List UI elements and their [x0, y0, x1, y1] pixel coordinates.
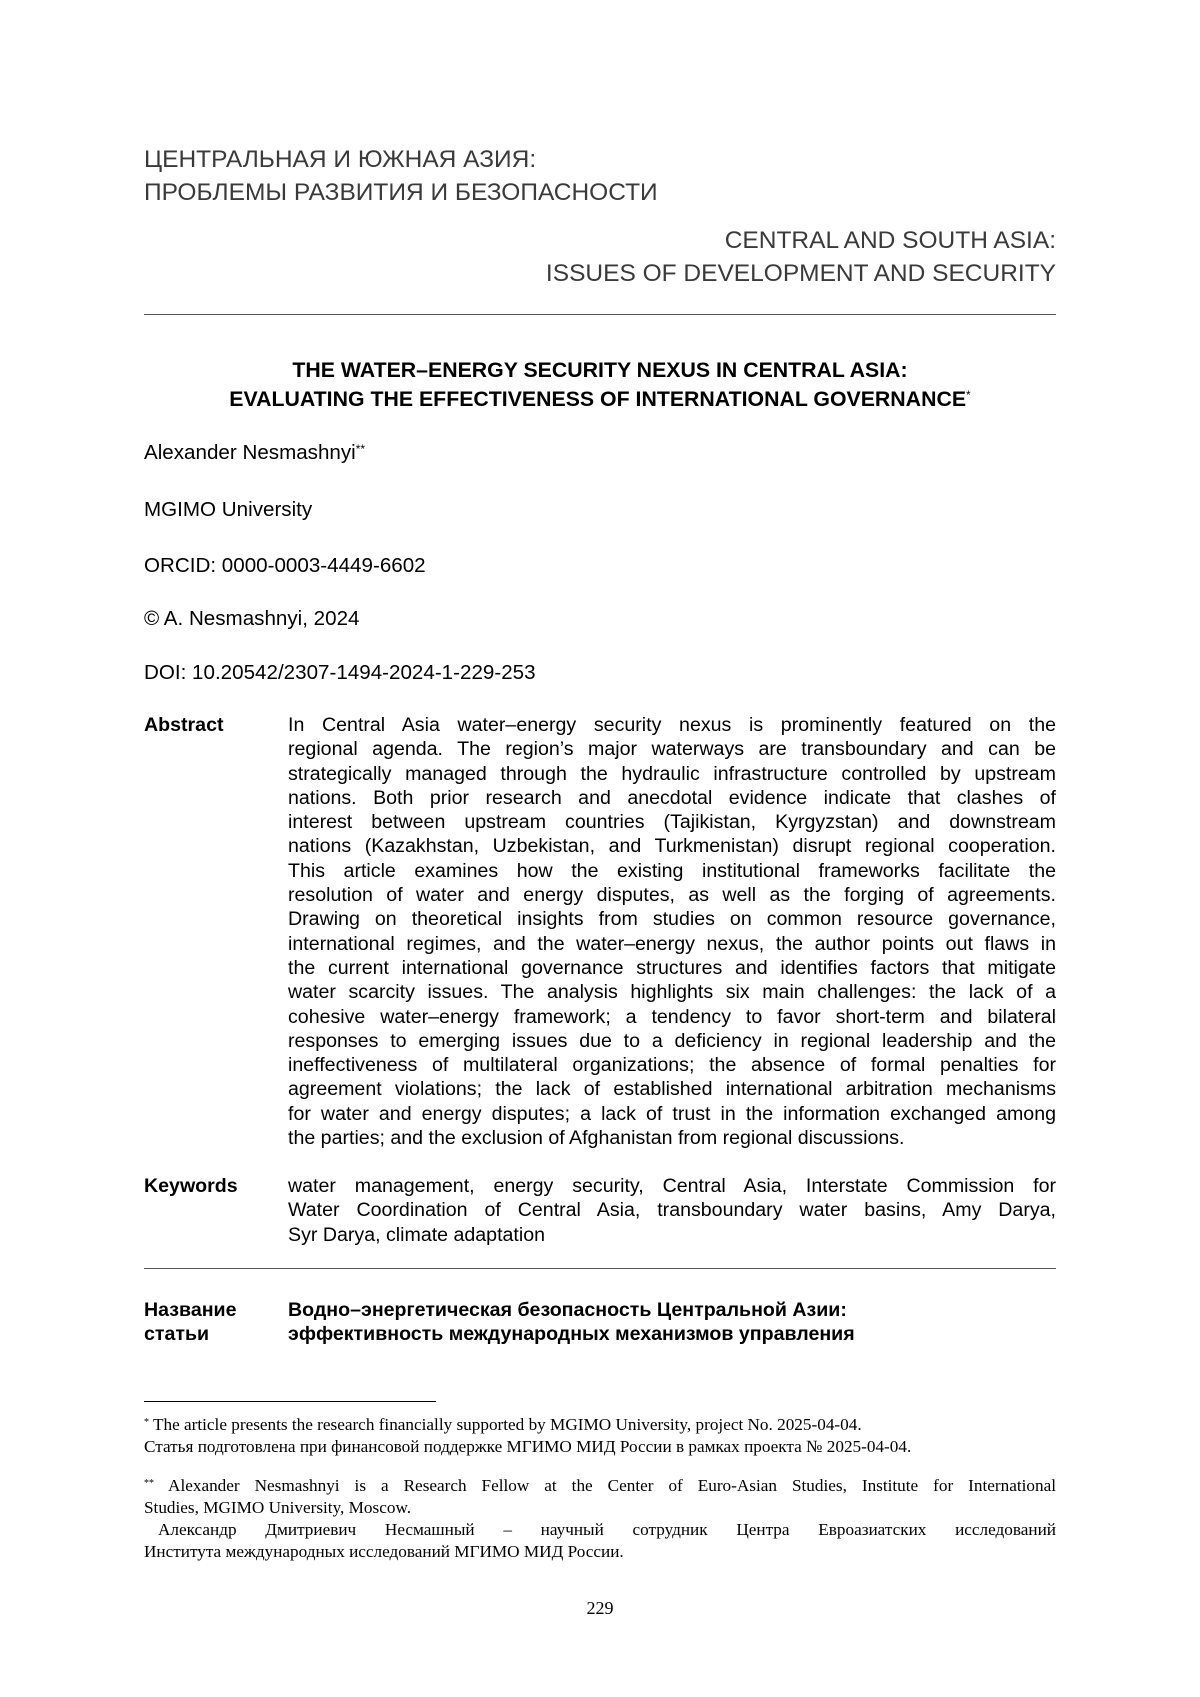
abstract-line: agreement violations; the lack of established international arbitration mechanisms	[288, 1078, 1056, 1101]
orcid[interactable]: ORCID: 0000-0003-4449-6602	[144, 554, 426, 577]
ru-title-label-line: Название	[144, 1299, 237, 1321]
journal-name-ru	[144, 143, 1064, 209]
article-title-text: EVALUATING THE EFFECTIVENESS OF INTERNATIONAL GOVERNANCE	[229, 387, 967, 411]
footnote-1	[144, 1414, 1056, 1458]
journal-name-en	[136, 224, 1056, 290]
abstract-line: the parties; and the exclusion of Afghanistan from regional discussions.	[288, 1127, 905, 1150]
footnote-2-ru-line: Александр Дмитриевич Несмашный – научный сотрудник Центра Евроазиатских исследований	[158, 1520, 1056, 1539]
keywords-line: water management, energy security, Central Asia, Interstate Commission for	[288, 1175, 1056, 1197]
journal-name-ru-line: ПРОБЛЕМЫ РАЗВИТИЯ И БЕЗОПАСНОСТИ	[144, 179, 658, 206]
ru-title-label	[144, 1298, 237, 1347]
journal-name-en-line: ISSUES OF DEVELOPMENT AND SECURITY	[545, 260, 1056, 287]
keywords-body	[288, 1174, 1056, 1247]
footnote-2-en-line: Studies, MGIMO University, Moscow.	[144, 1498, 412, 1517]
author-name: Alexander Nesmashnyi	[144, 441, 356, 464]
abstract-line: the current international governance structures and identifies factors that mitigate	[288, 956, 1056, 979]
footnote-2-en-line	[144, 1475, 1056, 1497]
doi[interactable]: DOI: 10.20542/2307-1494-2024-1-229-253	[144, 661, 536, 684]
abstract-line: cohesive water–energy framework; a tendency to favor short-term and bilateral	[288, 1005, 1056, 1028]
ru-title-line: Водно–энергетическая безопасность Центральной Азии:	[288, 1299, 847, 1321]
footnote-2-ru-line: Института международных исследований МГИМО МИД России.	[144, 1542, 624, 1561]
abstract-line: resolution of water and energy disputes, as well as the forging of agreements.	[288, 884, 1056, 907]
ru-title-label-line: статьи	[144, 1323, 210, 1346]
article-title-line: THE WATER–ENERGY SECURITY NEXUS IN CENTRAL ASIA:	[292, 358, 908, 382]
footnote-2	[144, 1475, 1056, 1563]
keywords-label: Keywords	[144, 1175, 238, 1197]
copyright: © A. Nesmashnyi, 2024	[144, 607, 360, 630]
footnote-1-en-text: The article presents the research financially supported by MGIMO University, project No. 2025-04-04.	[153, 1415, 862, 1434]
author-line	[144, 440, 365, 466]
keywords-line: Water Coordination of Central Asia, transboundary water basins, Amy Darya,	[288, 1199, 1056, 1222]
abstract-line: interest between upstream countries (Tajikistan, Kyrgyzstan) and downstream	[288, 811, 1056, 834]
keywords-line: Syr Darya, climate adaptation	[288, 1223, 546, 1246]
journal-name-ru-line: ЦЕНТРАЛЬНАЯ И ЮЖНАЯ АЗИЯ:	[144, 146, 537, 173]
footnote-1-mark: *	[144, 1417, 149, 1428]
title-footnote-mark[interactable]: *	[966, 388, 971, 402]
article-title	[144, 356, 1056, 414]
abstract-line: This article examines how the existing institutional frameworks facilitate the	[288, 859, 1056, 882]
abstract-line: responses to emerging issues due to a deficiency in regional leadership and the	[288, 1029, 1056, 1052]
abstract-line: ineffectiveness of multilateral organizations; the absence of formal penalties for	[288, 1054, 1056, 1077]
article-title-line	[144, 385, 1056, 414]
footnote-divider	[144, 1401, 436, 1402]
footnote-2-mark: **	[144, 1478, 154, 1489]
ru-title-body	[288, 1298, 1056, 1347]
abstract-body	[288, 713, 1056, 1150]
abstract-line: strategically managed through the hydraulic infrastructure controlled by upstream	[288, 762, 1056, 785]
page-number: 229	[586, 1598, 614, 1618]
footnote-2-en-text: Alexander Nesmashnyi is a Research Fellow at the Center of Euro-Asian Studies, Institute for International	[168, 1476, 1056, 1495]
affiliation: MGIMO University	[144, 498, 313, 521]
ru-title-line: эффективность международных механизмов управления	[288, 1323, 855, 1346]
journal-name-en-line: CENTRAL AND SOUTH ASIA:	[724, 227, 1056, 254]
abstract-label: Abstract	[144, 714, 224, 736]
footnote-1-en	[144, 1414, 1056, 1436]
abstract-line: nations (Kazakhstan, Uzbekistan, and Turkmenistan) disrupt regional cooperation.	[288, 835, 1056, 858]
section-divider	[144, 1268, 1056, 1269]
abstract-line: regional agenda. The region’s major waterways are transboundary and can be	[288, 738, 1056, 761]
abstract-line: nations. Both prior research and anecdotal evidence indicate that clashes of	[288, 786, 1056, 809]
footnote-1-ru: Статья подготовлена при финансовой поддержке МГИМО МИД России в рамках проекта № 2025-04-04.	[144, 1437, 912, 1456]
abstract-line: international regimes, and the water–energy nexus, the author points out flaws in	[288, 932, 1056, 955]
author-footnote-mark[interactable]: **	[355, 442, 366, 456]
abstract-line: water scarcity issues. The analysis highlights six main challenges: the lack of a	[288, 981, 1056, 1004]
abstract-line: for water and energy disputes; a lack of trust in the information exchanged among	[288, 1102, 1056, 1125]
header-divider	[144, 314, 1056, 315]
abstract-line: In Central Asia water–energy security nexus is prominently featured on the	[288, 714, 1056, 736]
abstract-line: Drawing on theoretical insights from studies on common resource governance,	[288, 908, 1056, 931]
